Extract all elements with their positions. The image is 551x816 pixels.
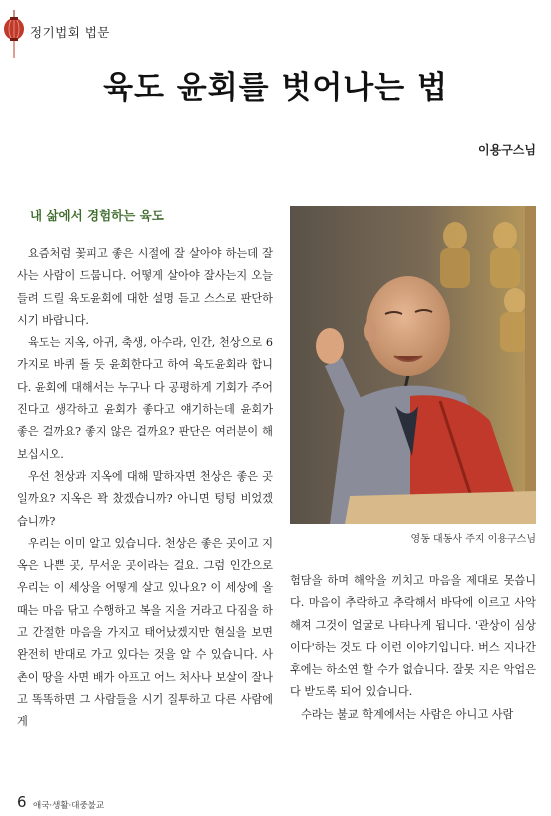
article-title: 육도 윤회를 벗어나는 법: [103, 70, 448, 106]
author-name: 이용구스님: [478, 143, 536, 157]
subheading: 내 삶에서 경험하는 육도: [30, 208, 164, 223]
paragraph: 험담을 하며 해악을 끼치고 마음을 제대로 못씁니다. 마음이 추락하고 추락해서 바닥에 이르고 사악해져 그것이 얼굴로 나타나게 됩니다. '관상이 심상이다'하는 것도 다 이런 이야기입니다. 버스 지나간 후에는 하소연 할 수가 없습니다. 잘못 지은 악업은 다 받도록 되어 있습니다.: [290, 574, 536, 699]
photo-caption: 영동 대동사 주지 이용구스님: [410, 534, 536, 545]
speaker-photo: [290, 206, 536, 524]
paragraph: 요즘처럼 꽃피고 좋은 시절에 잘 살아야 하는데 잘사는 사람이 드뭅니다. 어떻게 살아야 잘사는지 오늘 들려 드릴 육도윤회에 대한 설명 듣고 스스로 판단하시기 바랍니다.: [17, 247, 273, 327]
page-number: 6: [17, 793, 27, 811]
paragraph: 우리는 이미 알고 있습니다. 천상은 좋은 곳이고 지옥은 나쁜 곳, 무서운 곳이라는 걸요. 그럼 인간으로 우리는 이 세상을 어떻게 살고 있나요? 이 세상에 올 때는 마음 닦고 수행하고 복을 지을 거라고 다짐을 하고 간절한 마음을 가지고 태어났겠지만 현실을 보면 완전히 반대로 가고 있다는 것을 알 수 있습니다. 사촌이 땅을 사면 배가 아프고 어느 처사나 보살이 잘나고 똑똑하면 그 사람들을 시기 질투하고 다른 사람에게: [17, 536, 273, 729]
paragraph: 수라는 불교 학계에서는 사람은 아니고 사람: [301, 707, 514, 721]
body-column-left: [17, 243, 273, 734]
body-column-right: [290, 570, 536, 726]
paragraph: 육도는 지옥, 아귀, 축생, 아수라, 인간, 천상으로 6가지로 바퀴 돌 듯 윤회한다고 하여 육도윤회라 합니다. 윤회에 대해서는 누구나 다 공평하게 기회가 주어진다고 생각하고 윤회가 좋다고 얘기하는데 윤회가 좋은 걸까요? 좋지 않은 걸까요? 판단은 여러분이 해보십시오.: [17, 336, 273, 461]
section-label: 정기법회 법문: [30, 25, 110, 40]
paragraph: 우선 천상과 지옥에 대해 말하자면 천상은 좋은 곳일까요? 지옥은 꽉 찼겠습니까? 아니면 텅텅 비었겠습니까?: [17, 469, 273, 528]
publication-name: 애국·생활·대중불교: [33, 801, 105, 811]
lantern-icon: [0, 10, 30, 58]
